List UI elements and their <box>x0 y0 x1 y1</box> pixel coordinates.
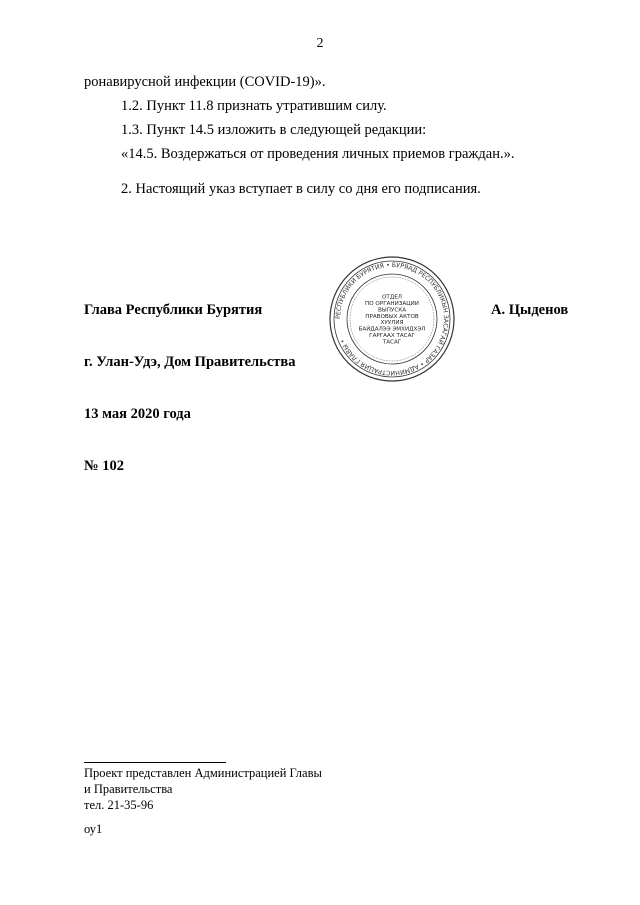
seal-text-line: ГАРГААХ ТАСАГ <box>369 333 415 339</box>
footnote-phone: тел. 21-35-96 <box>84 798 154 812</box>
footnote-rule <box>84 762 226 763</box>
signatory-position: Глава Республики Бурятия <box>84 302 263 318</box>
decree-number: № 102 <box>84 458 124 474</box>
seal-text-line: ХУУЛИЯ <box>380 320 404 327</box>
body-item-1-2: 1.2. Пункт 11.8 признать утратившим силу. <box>121 98 387 114</box>
seal-text-line: ПРАВОВЫХ АКТОВ <box>365 313 419 320</box>
body-item-14-5: «14.5. Воздержаться от проведения личных приемов граждан.». <box>121 146 515 162</box>
body-continuation: ронавирусной инфекции (COVID-19)». <box>84 74 326 90</box>
seal-text-line: ТАСАГ <box>382 339 402 346</box>
body-item-1-3: 1.3. Пункт 14.5 изложить в следующей редакции: <box>121 122 427 138</box>
svg-text:РЕСПУБЛИКИ БУРЯТИЯ • БУРЯАД РЕ: РЕСПУБЛИКИ БУРЯТИЯ • БУРЯАД РЕСПУБЛИКЫН ЗАСАГАЙ ГАЗАР • АДМИНИСТРАЦИЯ ГЛАВЫ • <box>334 261 450 377</box>
footnote-line-1: Проект представлен Администрацией Главы <box>84 766 322 780</box>
body-item-2: 2. Настоящий указ вступает в силу со дня его подписания. <box>121 181 481 197</box>
signing-place: г. Улан-Удэ, Дом Правительства <box>84 354 296 370</box>
page-number: 2 <box>316 36 324 51</box>
footnote-line-2: и Правительства <box>84 782 173 796</box>
official-seal <box>328 255 456 383</box>
seal-text-line: БАЙДАЛЭЭ ЭМХИДХЭЛ <box>358 326 426 333</box>
signing-date: 13 мая 2020 года <box>84 406 191 422</box>
seal-text-line: ОТДЕЛ <box>382 294 402 301</box>
seal-text-line: ПО ОРГАНИЗАЦИИ <box>365 301 419 307</box>
seal-text-line: ВЫПУСКА <box>377 307 407 314</box>
signatory-name: А. Цыденов <box>491 302 569 318</box>
footnote-code: оу1 <box>84 822 103 836</box>
